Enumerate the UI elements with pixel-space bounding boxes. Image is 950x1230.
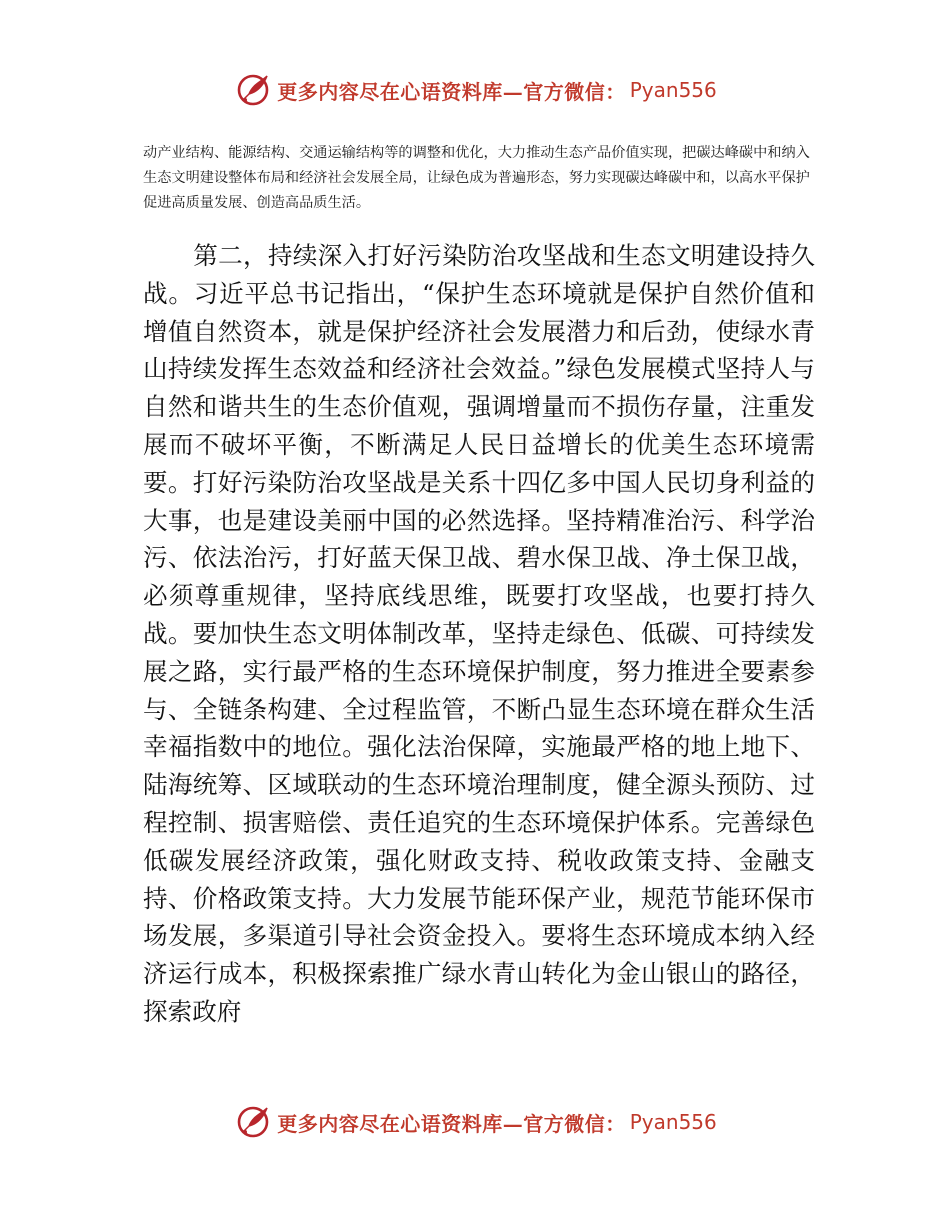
banner-text: 更多内容尽在心语资料库—官方微信： <box>277 79 626 104</box>
header-banner <box>0 68 950 112</box>
continuation-paragraph: 动产业结构、能源结构、交通运输结构等的调整和优化，大力推动生态产品价值实现，把碳达峰碳中和纳入生态文明建设整体布局和经济社会发展全局，让绿色成为普遍形态，努力实现碳达峰碳中和，以高水平保护促进高质量发展、创造高品质生活。 <box>143 145 810 211</box>
quill-logo-icon <box>233 1102 273 1142</box>
banner-wechat-id: Pyan556 <box>629 78 717 102</box>
main-paragraph <box>143 237 815 1031</box>
main-paragraph-text: 第二，持续深入打好污染防治攻坚战和生态文明建设持久战。习近平总书记指出，“保护生态环境就是保护自然价值和增值自然资本，就是保护经济社会发展潜力和后劲，使绿水青山持续发挥生态效益和经济社会效益。”绿色发展模式坚持人与自然和谐共生的生态价值观，强调增量而不损伤存量，注重发展而不破坏平衡，不断满足人民日益增长的优美生态环境需要。打好污染防治攻坚战是关系十四亿多中国人民切身利益的大事，也是建设美丽中国的必然选择。坚持精准治污、科学治污、依法治污，打好蓝天保卫战、碧水保卫战、净土保卫战，必须尊重规律，坚持底线思维，既要打攻坚战，也要打持久战。要加快生态文明体制改革，坚持走绿色、低碳、可持续发展之路，实行最严格的生态环境保护制度，努力推进全要素参与、全链条构建、全过程监管，不断凸显生态环境在群众生活幸福指数中的地位。强化法治保障，实施最严格的地上地下、陆海统筹、区域联动的生态环境治理制度，健全源头预防、过程控制、损害赔偿、责任追究的生态环境保护体系。完善绿色低碳发展经济政策，强化财政支持、税收政策支持、金融支持、价格政策支持。大力发展节能环保产业，规范节能环保市场发展，多渠道引导社会资金投入。要将生态环境成本纳入经济运行成本，积极探索推广绿水青山转化为金山银山的路径，探索政府 <box>143 241 815 1026</box>
quill-logo-icon <box>233 70 273 110</box>
banner-text: 更多内容尽在心语资料库—官方微信： <box>277 1111 626 1136</box>
footer-banner <box>0 1100 950 1144</box>
banner-wechat-id: Pyan556 <box>629 1110 717 1134</box>
